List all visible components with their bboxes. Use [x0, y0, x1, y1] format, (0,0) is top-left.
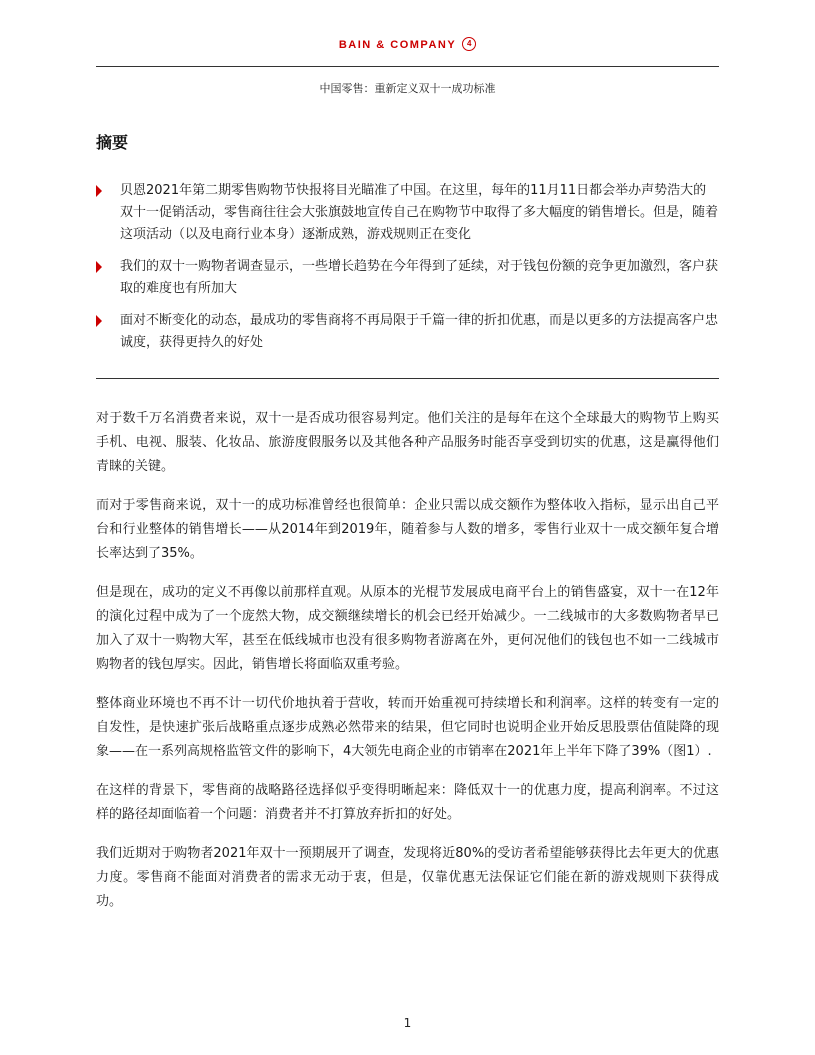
summary-divider [96, 378, 719, 379]
summary-bullet [96, 310, 719, 354]
body-paragraph: 对于数千万名消费者来说，双十一是否成功很容易判定。他们关注的是每年在这个全球最大的购物节上购买手机、电视、服装、化妆品、旅游度假服务以及其他各种产品服务时能否享受到切实的优惠，这是赢得他们青睐的关键。 [96, 411, 719, 474]
summary-bullet-text: 面对不断变化的动态，最成功的零售商将不再局限于千篇一律的折扣优惠，而是以更多的方法提高客户忠诚度，获得更持久的好处 [120, 313, 719, 350]
body-paragraph: 在这样的背景下，零售商的战略路径选择似乎变得明晰起来：降低双十一的优惠力度，提高利润率。不过这样的路径却面临着一个问题：消费者并不打算放弃折扣的好处。 [96, 783, 719, 822]
page-number: 1 [403, 1016, 412, 1030]
summary-bullet [96, 180, 719, 246]
brand-logo [0, 38, 815, 52]
body-paragraph: 我们近期对于购物者2021年双十一预期展开了调查，发现将近80%的受访者希望能够获得比去年更大的优惠力度。零售商不能面对消费者的需求无动于衷，但是，仅靠优惠无法保证它们能在新的游戏规则下获得成功。 [96, 846, 719, 909]
brand-name: BAIN & COMPANY [338, 38, 457, 51]
body-text [96, 407, 719, 914]
summary-bullet-text: 贝恩2021年第二期零售购物节快报将目光瞄准了中国。在这里，每年的11月11日都会举办声势浩大的双十一促销活动，零售商往往会大张旗鼓地宣传自己在购物节中取得了多大幅度的销售增长。但是，随着这项活动（以及电商行业本身）逐渐成熟，游戏规则正在变化 [120, 183, 719, 242]
summary-bullet-text: 我们的双十一购物者调查显示，一些增长趋势在今年得到了延续，对于钱包份额的竞争更加激烈，客户获取的难度也有所加大 [120, 259, 719, 296]
body-paragraph: 而对于零售商来说，双十一的成功标准曾经也很简单：企业只需以成交额作为整体收入指标，显示出自己平台和行业整体的销售增长——从2014年到2019年，随着参与人数的增多，零售行业双十一成交额年复合增长率达到了35%。 [96, 498, 719, 561]
body-paragraph: 但是现在，成功的定义不再像以前那样直观。从原本的光棍节发展成电商平台上的销售盛宴，双十一在12年的演化过程中成为了一个庞然大物，成交额继续增长的机会已经开始减少。一二线城市的大多数购物者早已加入了双十一购物大军，甚至在低线城市也没有很多购物者游离在外，更何况他们的钱包也不如一二线城市购物者的钱包厚实。因此，销售增长将面临双重考验。 [96, 585, 719, 672]
red-triangle-bullet-icon [96, 261, 102, 273]
header-divider [96, 66, 719, 67]
red-triangle-bullet-icon [96, 315, 102, 327]
red-triangle-bullet-icon [96, 185, 102, 197]
summary-heading: 摘要 [96, 133, 129, 152]
brand-mark-icon: 4 [462, 37, 476, 51]
document-title: 中国零售：重新定义双十一成功标准 [319, 82, 496, 95]
summary-bullet [96, 256, 719, 300]
summary-bullet-list [96, 180, 719, 354]
body-paragraph: 整体商业环境也不再不计一切代价地执着于营收，转而开始重视可持续增长和利润率。这样的转变有一定的自发性，是快速扩张后战略重点逐步成熟必然带来的结果，但它同时也说明企业开始反思股票估值陡降的现象——在一系列高规格监管文件的影响下，4大领先电商企业的市销率在2021年上半年下降了39%（图1）. [96, 696, 719, 759]
